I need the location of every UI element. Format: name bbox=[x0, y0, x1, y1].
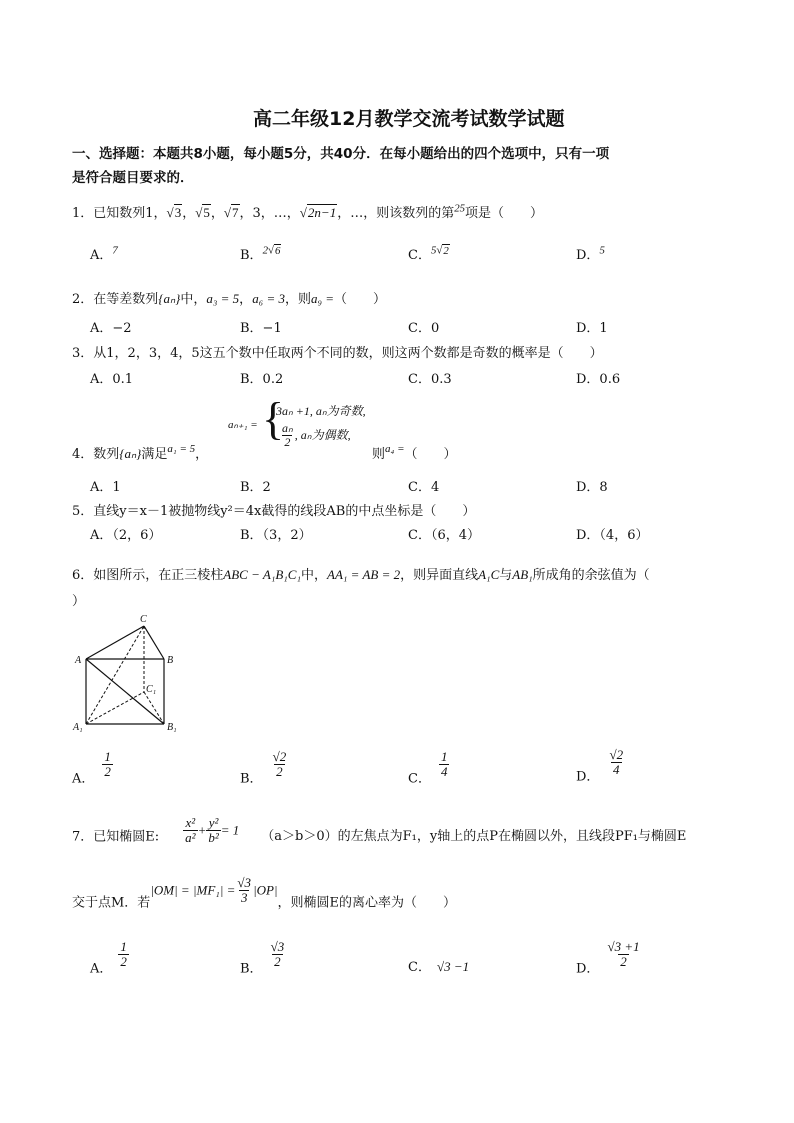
q1-option-d[interactable]: D．$^5$ bbox=[576, 244, 605, 263]
q4-option-b[interactable]: B．2 bbox=[240, 480, 271, 495]
q7-om: |OM| = |MF₁| = bbox=[150, 882, 236, 898]
q6-line-ab1: AB₁ bbox=[512, 567, 533, 582]
q7-option-b[interactable]: B． $\frac{√3}{2}$ bbox=[240, 939, 285, 977]
sqrt-7: √7 bbox=[223, 205, 239, 220]
q7-frac-sqrt3: $\frac{√3}{3}$ bbox=[237, 875, 252, 906]
edge-c1-b1 bbox=[144, 692, 164, 724]
q2-a9: a₉ = bbox=[311, 291, 335, 306]
label-b1: B₁ bbox=[167, 722, 177, 733]
q2-a6: a₆ = 3 bbox=[252, 291, 285, 306]
q1-end: 项是（ ） bbox=[465, 206, 544, 221]
q1-option-a[interactable]: A．$^7$ bbox=[90, 244, 118, 263]
q5-option-d[interactable]: D．（4，6） bbox=[576, 528, 649, 543]
q5-option-c[interactable]: C．（6，4） bbox=[408, 528, 480, 543]
label-c: C bbox=[140, 614, 147, 625]
q7-frac-x: $\frac{\text{x²}}{\text{a²}}$ bbox=[185, 815, 196, 846]
label-c1: C₁ bbox=[146, 684, 157, 695]
q7-op: |OP| bbox=[253, 882, 278, 898]
q3-option-a[interactable]: A．0.1 bbox=[90, 372, 134, 387]
label-a: A bbox=[75, 655, 82, 666]
q6-line-a1c: A₁C bbox=[478, 567, 500, 582]
q6-condition: AA₁ = AB = 2 bbox=[327, 567, 401, 582]
q6-option-d[interactable]: D． $\frac{√2}{4}$ bbox=[576, 747, 624, 785]
q1-suffix: ，…，则该数列的第 bbox=[337, 206, 455, 221]
q4-option-a[interactable]: A．1 bbox=[90, 480, 121, 495]
q4-sequence: {aₙ} bbox=[119, 446, 142, 461]
q4-tail: 则$^{a_4 =}$（ ） bbox=[372, 443, 457, 462]
question-6: 6．如图所示，在正三棱柱ABC − A₁B₁C₁中，AA₁ = AB = 2，则异面直线A₁C与AB₁所成角的余弦值为（ bbox=[72, 567, 650, 583]
question-4: 4．数列{aₙ}满足$^{a_1 = 5}$， bbox=[72, 443, 209, 462]
question-5: 5．直线y＝x－1被抛物线y²＝4x截得的线段AB的中点坐标是（ ） bbox=[72, 504, 476, 519]
q7-option-a[interactable]: A． $\frac{1}{2}$ bbox=[90, 939, 127, 977]
q4-case2: $\frac{\text{aₙ}}{2}$ , aₙ为偶数, bbox=[282, 421, 351, 450]
sqrt-5: √5 bbox=[195, 205, 210, 220]
q4-lhs: aₙ₊₁ = bbox=[228, 419, 258, 431]
q2-sequence: {aₙ} bbox=[158, 291, 181, 306]
sqrt-3: √3 bbox=[166, 205, 182, 220]
question-3: 3．从1，2，3，4，5这五个数中任取两个不同的数，则这两个数都是奇数的概率是（ ） bbox=[72, 346, 603, 361]
q7-frac-y: $\frac{\text{y²}}{\text{b²}}$ bbox=[208, 815, 219, 846]
q1-prefix: 1．已知数列1， bbox=[72, 206, 167, 221]
section-header-line1: 一、选择题：本题共8小题，每小题5分，共40分．在每小题给出的四个选项中，只有一项 bbox=[72, 146, 610, 162]
label-a1: A₁ bbox=[73, 722, 83, 733]
prism-figure bbox=[72, 612, 182, 736]
sqrt-2n-1: √2n−1 bbox=[299, 205, 337, 220]
q5-option-b[interactable]: B．（3，2） bbox=[240, 528, 312, 543]
question-7: 7．已知椭圆E: $\frac{\text{x²}}{\text{a²}}$ + $\frac{\text{y²}}{\text{b²}}$ = 1 （a＞b＞0）的左焦点为F₁，y轴上的点P在椭圆以外，且线段PF₁与椭圆E bbox=[72, 815, 687, 846]
q2-option-d[interactable]: D．1 bbox=[576, 321, 608, 336]
q4-option-d[interactable]: D．8 bbox=[576, 480, 608, 495]
q1-option-c[interactable]: C．$^{5√2}$ bbox=[408, 244, 449, 263]
edge-c-b bbox=[144, 626, 164, 659]
question-2: 2．在等差数列{aₙ}中，a₃ = 5，a₆ = 3，则a₉ =（ ） bbox=[72, 291, 387, 307]
q3-option-c[interactable]: C．0.3 bbox=[408, 372, 452, 387]
edge-a1-c1 bbox=[86, 692, 144, 724]
q1-term-index: 25 bbox=[454, 202, 466, 215]
q2-option-a[interactable]: A．−2 bbox=[90, 321, 132, 336]
q2-option-b[interactable]: B．−1 bbox=[240, 321, 282, 336]
segment-a1-c bbox=[86, 626, 144, 724]
page-title: 高二年级12月教学交流考试数学试题 bbox=[253, 108, 565, 130]
q5-option-a[interactable]: A．（2，6） bbox=[90, 528, 162, 543]
edge-a-c bbox=[86, 626, 144, 659]
q7-option-d[interactable]: D． $\frac{√3 +1}{2}$ bbox=[576, 939, 640, 977]
q4-case1: 3aₙ +1, aₙ为奇数, bbox=[276, 404, 366, 418]
q3-option-d[interactable]: D．0.6 bbox=[576, 372, 621, 387]
q4-a4: a₄ = bbox=[385, 443, 405, 455]
q2-a3: a₃ = 5 bbox=[206, 291, 240, 306]
q7-option-c[interactable]: C． √3 −1 bbox=[408, 959, 470, 975]
section-header-line2: 是符合题目要求的． bbox=[72, 170, 194, 186]
q3-option-b[interactable]: B．0.2 bbox=[240, 372, 284, 387]
q6-option-b[interactable]: B． $\frac{√2}{2}$ bbox=[240, 749, 287, 787]
q6-line2: ） bbox=[72, 594, 86, 609]
q1-option-b[interactable]: B．$^{2√6}$ bbox=[240, 244, 281, 263]
q4-a1: a₁ = 5 bbox=[167, 443, 196, 455]
q7-condition: （a＞b＞0）的左焦点为F₁，y轴上的点P在椭圆以外，且线段PF₁与椭圆E bbox=[261, 829, 687, 845]
q4-option-c[interactable]: C．4 bbox=[408, 480, 440, 495]
q2-option-c[interactable]: C．0 bbox=[408, 321, 440, 336]
question-1: 1．已知数列1，√3，√5，√7，3，…，√2n−1，…，则该数列的第$^{25}$项是（ ） bbox=[72, 202, 544, 221]
q7-line2: 交于点M．若|OM| = |MF₁| = $\frac{√3}{3}$ |OP|，则椭圆E的离心率为（ ） bbox=[72, 875, 457, 911]
q6-option-a[interactable]: A． $\frac{1}{2}$ bbox=[72, 749, 111, 787]
q4-brace: { bbox=[262, 393, 285, 444]
label-b: B bbox=[167, 655, 174, 666]
q6-prism: ABC − A₁B₁C₁ bbox=[223, 567, 301, 582]
q1-mid: ，3，…， bbox=[239, 206, 300, 221]
q6-option-c[interactable]: C． $\frac{1}{4}$ bbox=[408, 749, 448, 787]
